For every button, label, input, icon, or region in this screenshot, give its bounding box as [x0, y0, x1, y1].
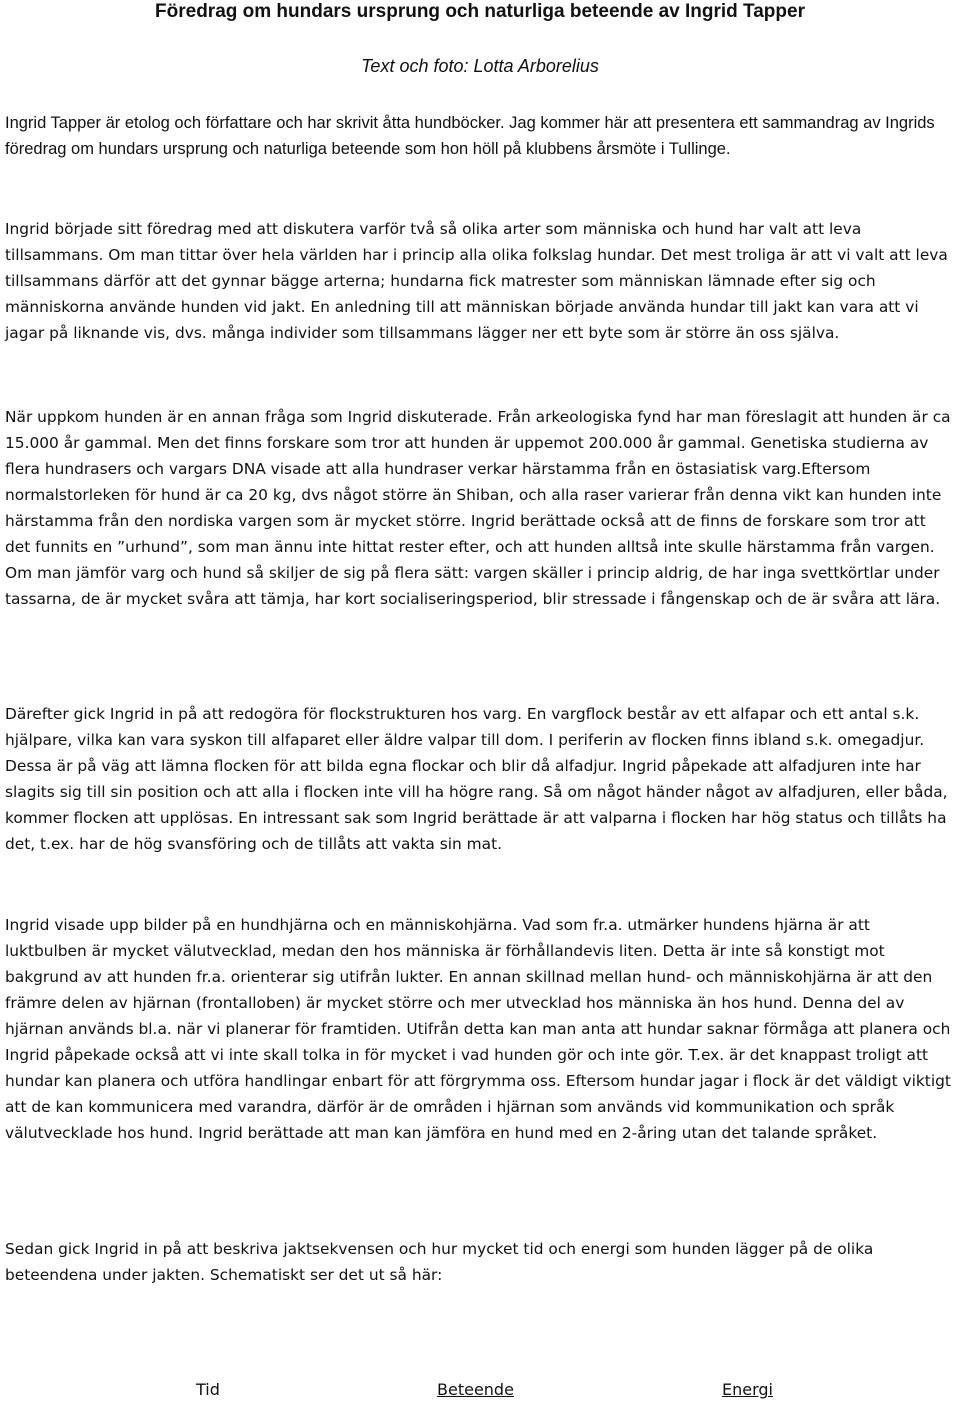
paragraph-intro: Ingrid Tapper är etolog och författare och har skrivit åtta hundböcker. Jag kommer här att presentera ett sammandrag av Ingrids föredrag om hundars ursprung och naturliga beteende som hon höll på klubbens årsmöte i Tullinge. [5, 114, 935, 158]
paragraph-coexistence: Ingrid började sitt föredrag med att diskutera varför två så olika arter som människa och hund har valt att leva tillsammans. Om man tittar över hela världen har i princip alla olika folkslag hundar. Det mest troliga är att vi valt att leva tillsammans därför att det gynnar bägge arterna; hundarna fick matrester som människan lämnade efter sig och människorna använde hunden vid jakt. En anledning till att människan började använda hundar till jakt kan vara att vi jagar på liknande vis, dvs. många individer som tillsammans lägger ner ett byte som är större än oss själva. [5, 220, 948, 342]
paragraph-origin: När uppkom hunden är en annan fråga som Ingrid diskuterade. Från arkeologiska fynd har man föreslagit att hunden är ca 15.000 år gammal. Men det finns forskare som tror att hunden är uppemot 200.000 år gammal. Genetiska studierna av flera hundrasers och vargars DNA visade att alla hundraser verkar härstamma från en östasiatisk varg.Eftersom normalstorleken för hund är ca 20 kg, dvs något större än Shiban, och alla raser varierar från denna vikt kan hunden inte härstamma från den nordiska vargen som är mycket större. Ingrid berättade också att de finns de forskare som tror att det funnits en ”urhund”, som man ännu inte hittat rester efter, och att hunden alltså inte skulle härstamma från vargen. Om man jämför varg och hund så skiljer de sig på flera sätt: vargen skäller i princip aldrig, de har inga svettkörtlar under tassarna, de är mycket svåra att tämja, har kort socialiseringsperiod, blir stressade i fångenskap och de är svåra att lära. [5, 408, 951, 608]
article-byline: Text och foto: Lotta Arborelius [361, 56, 599, 76]
column-header-energy: Energi [722, 1380, 773, 1399]
article-title: Föredrag om hundars ursprung och naturliga beteende av Ingrid Tapper [155, 1, 805, 22]
column-header-time: Tid [196, 1380, 220, 1399]
paragraph-brain: Ingrid visade upp bilder på en hundhjärna och en människohjärna. Vad som fr.a. utmärker hundens hjärna är att luktbulben är mycket välutvecklad, medan den hos människa är förhållandevis liten. Detta är inte så konstigt mot bakgrund av att hunden fr.a. orienterar sig utifrån lukter. En annan skillnad mellan hund- och människohjärna är att den främre delen av hjärnan (frontalloben) är mycket större och mer utvecklad hos människa än hos hund. Denna del av hjärnan används bl.a. när vi planerar för framtiden. Utifrån detta kan man anta att hundar saknar förmåga att planera och Ingrid påpekade också att vi inte skall tolka in för mycket i vad hunden gör och inte gör. T.ex. är det knappast troligt att hundar kan planera och utföra handlingar enbart för att förgrymma oss. Eftersom hundar jagar i flock är det väldigt viktigt att de kan kommunicera med varandra, därför är de områden i hjärnan som används vid kommunikation och språk välutvecklade hos hund. Ingrid berättade att man kan jämföra en hund med en 2-åring utan det talande språket. [5, 916, 951, 1142]
paragraph-pack-structure: Därefter gick Ingrid in på att redogöra för flockstrukturen hos varg. En vargflock består av ett alfapar och ett antal s.k. hjälpare, vilka kan vara syskon till alfaparet eller äldre valpar till dom. I periferin av flocken finns ibland s.k. omegadjur. Dessa är på väg att lämna flocken för att bilda egna flockar och blir då alfadjur. Ingrid påpekade att alfadjuren inte har slagits sig till sin position och att alla i flocken inte vill ha högre rang. Så om något händer något av alfadjuren, eller båda, kommer flocken att upplösas. En intressant sak som Ingrid berättade är att valparna i flocken har hög status och tillåts ha det, t.ex. har de hög svansföring och de tillåts att vakta sin mat. [5, 705, 948, 853]
column-header-behavior: Beteende [437, 1380, 514, 1399]
paragraph-hunting-sequence: Sedan gick Ingrid in på att beskriva jaktsekvensen och hur mycket tid och energi som hunden lägger på de olika beteendena under jakten. Schematiskt ser det ut så här: [5, 1240, 874, 1284]
